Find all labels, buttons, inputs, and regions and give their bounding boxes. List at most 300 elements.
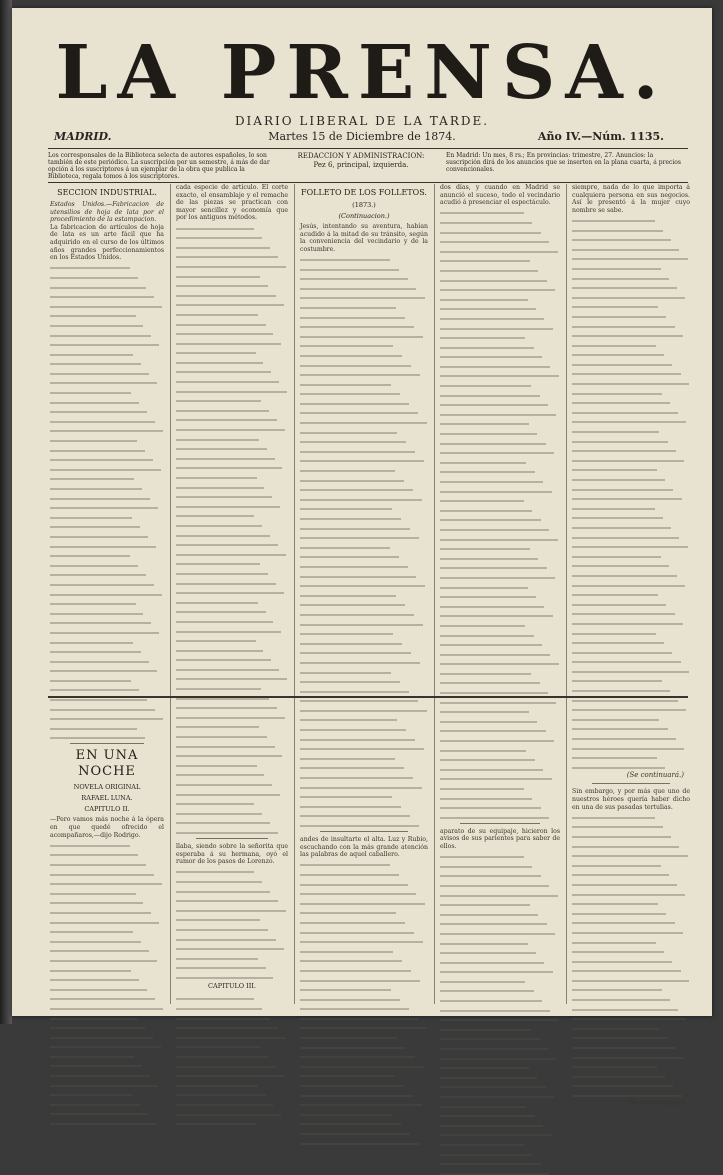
text-line: [440, 456, 526, 464]
text-line: [300, 618, 423, 626]
text-line: [300, 263, 399, 271]
text-line: [440, 495, 524, 503]
text-line: [440, 908, 538, 916]
text-line: [50, 878, 162, 886]
text-line: [50, 722, 137, 730]
text-line: [176, 943, 284, 951]
article-divider: [70, 743, 144, 744]
text-line: [440, 370, 559, 378]
text-line: [300, 916, 405, 924]
text-line: [300, 1118, 401, 1126]
text-line: [572, 869, 669, 877]
text-line: [176, 587, 284, 595]
text-line: [176, 232, 262, 240]
text-line: [572, 358, 672, 366]
article-body: [572, 214, 690, 768]
continuation-signature: (Se continuará.): [626, 770, 684, 779]
text-line: [176, 654, 271, 662]
text-line: [300, 369, 420, 377]
text-line: [300, 474, 404, 482]
text-line: [572, 1089, 682, 1097]
text-line: [50, 849, 138, 857]
text-line: [50, 386, 131, 394]
text-line: [440, 351, 542, 359]
text-line: [300, 436, 406, 444]
text-line: [440, 715, 537, 723]
issue-date: Martes 15 de Diciembre de 1874.: [268, 130, 456, 143]
text-line: [300, 647, 411, 655]
text-line: [300, 292, 425, 300]
text-line: [440, 985, 534, 993]
text-line: [440, 485, 552, 493]
text-line: [176, 241, 270, 249]
text-line: [440, 293, 528, 301]
newspaper-page: [12, 8, 712, 1107]
text-line: [50, 617, 151, 625]
text-line: [300, 560, 408, 568]
article-body: [440, 207, 560, 819]
text-line: [572, 1041, 676, 1049]
text-line: [440, 686, 548, 694]
text-line: [300, 311, 405, 319]
article-divider: [320, 831, 408, 832]
text-line: [572, 387, 662, 395]
text-line: [440, 1052, 556, 1060]
text-line: [50, 339, 159, 347]
text-line: [176, 270, 260, 278]
novel-genre: NOVELA ORIGINAL: [73, 783, 141, 792]
text-line: [176, 529, 270, 537]
text-line: [572, 464, 657, 472]
text-line: [300, 859, 390, 867]
text-line: [176, 663, 279, 671]
text-line: [300, 349, 402, 357]
text-line: [176, 1022, 278, 1030]
text-line: [440, 533, 558, 541]
text-line: [50, 396, 139, 404]
novel-text: —Pero vamos más noche á la ópera en que quedé ofrecido el acompañaros,—dijo Rodrigo.: [50, 816, 164, 839]
text-line: [440, 341, 534, 349]
novel-continued-text-5: Sin embargo, y por más que uno de nuestros héroes quería haber dicho en una de sus pasadas tertulias.: [572, 788, 690, 811]
text-line: [176, 539, 278, 547]
text-line: [300, 752, 395, 760]
text-line: [300, 1108, 392, 1116]
text-line: [440, 255, 530, 263]
text-line: [572, 1022, 659, 1030]
text-line: [572, 454, 684, 462]
text-line: [300, 1012, 418, 1020]
text-line: [300, 388, 400, 396]
text-line: [50, 262, 130, 270]
text-line: [176, 375, 279, 383]
text-line: [50, 868, 154, 876]
industrial-section-subheading: Estados Unidos.—Fabricacion de utensilios de hoja de lata por el procedimiento de la estampacion.: [50, 201, 164, 224]
text-line: [572, 512, 663, 520]
page-binding-edge: [0, 0, 12, 1024]
text-line: [572, 262, 661, 270]
issue-number: Año IV.—Núm. 1135.: [537, 130, 664, 143]
text-line: [50, 377, 157, 385]
text-line: [440, 581, 528, 589]
text-line: [572, 282, 677, 290]
text-line: [440, 851, 524, 859]
text-line: [440, 236, 549, 244]
text-line: [440, 523, 549, 531]
text-line: [300, 445, 415, 453]
text-line: [176, 462, 282, 470]
text-line: [176, 471, 257, 479]
text-line: [572, 1070, 665, 1078]
text-line: [176, 452, 275, 460]
text-line: [572, 521, 671, 529]
text-line: [50, 974, 139, 982]
text-line: [572, 732, 676, 740]
text-line: [300, 273, 408, 281]
text-line: [572, 811, 655, 819]
text-line: [572, 965, 681, 973]
text-line: [440, 899, 530, 907]
text-line: [300, 819, 419, 827]
text-line: [50, 732, 145, 740]
novel-continued-text-4: aparato de su equipaje, hicieron los avisos de sus parientes para saber de ellos.: [440, 827, 560, 850]
text-line: [440, 918, 547, 926]
text-line: [176, 1070, 284, 1078]
text-line: [572, 493, 682, 501]
text-line: [440, 956, 544, 964]
text-line: [176, 1118, 256, 1126]
text-line: [176, 567, 268, 575]
text-line: [176, 933, 276, 941]
text-line: [176, 817, 270, 825]
column-1: [50, 184, 164, 1004]
text-line: [176, 993, 254, 1001]
text-line: [50, 569, 146, 577]
text-line: [50, 502, 158, 510]
text-line: [300, 762, 404, 770]
text-line: [176, 366, 271, 374]
text-line: [440, 1004, 550, 1012]
text-line: [440, 734, 554, 742]
text-line: [50, 300, 162, 308]
text-line: [176, 385, 287, 393]
editorial-office: [286, 152, 436, 178]
text-line: [176, 750, 282, 758]
column-rule: [170, 184, 171, 1004]
text-line: [440, 245, 558, 253]
novel-body: [300, 859, 428, 1145]
column-3: [300, 184, 428, 1004]
text-line: [176, 423, 285, 431]
text-line: [176, 1089, 266, 1097]
text-line: [176, 875, 262, 883]
text-line: [440, 860, 532, 868]
text-line: [50, 684, 139, 692]
text-line: [50, 511, 132, 519]
text-line: [440, 1148, 532, 1156]
text-line: [50, 1060, 142, 1068]
text-line: [50, 559, 138, 567]
article-divider: [592, 783, 670, 784]
text-line: [300, 599, 405, 607]
text-line: [300, 551, 399, 559]
text-line: [572, 243, 679, 251]
text-line: [176, 519, 262, 527]
text-line: [176, 491, 272, 499]
text-line: [50, 367, 149, 375]
text-line: [300, 993, 400, 1001]
text-line: [300, 407, 418, 415]
novel-body: [176, 866, 288, 979]
text-line: [50, 540, 156, 548]
text-line: [50, 636, 133, 644]
text-line: [440, 1033, 540, 1041]
text-line: [300, 964, 411, 972]
text-line: [440, 792, 532, 800]
article-body: [176, 222, 288, 834]
text-line: [50, 578, 154, 586]
text-line: [50, 1079, 158, 1087]
text-line: [50, 415, 155, 423]
text-line: [440, 667, 531, 675]
industrial-section-heading: SECCION INDUSTRIAL.: [57, 188, 157, 197]
text-line: [300, 493, 422, 501]
text-line: [300, 359, 411, 367]
article-body: [50, 262, 164, 740]
text-line: [176, 673, 287, 681]
text-line: [300, 340, 393, 348]
text-line: [300, 800, 401, 808]
text-line: [50, 916, 159, 924]
text-line: [572, 637, 664, 645]
text-line: [50, 993, 155, 1001]
text-line: [50, 482, 142, 490]
text-line: [176, 644, 263, 652]
text-line: [572, 723, 668, 731]
text-line: [440, 504, 532, 512]
text-line: [572, 425, 659, 433]
text-line: [300, 455, 424, 463]
text-line: [300, 907, 396, 915]
text-line: [176, 914, 260, 922]
text-line: [300, 1003, 409, 1011]
text-line: [572, 684, 670, 692]
text-line: [176, 759, 257, 767]
text-line: [440, 427, 537, 435]
text-line: [440, 1158, 541, 1166]
article-divider: [196, 838, 268, 839]
text-line: [572, 541, 688, 549]
text-line: [50, 291, 154, 299]
text-line: [300, 666, 391, 674]
text-line: [440, 811, 549, 819]
text-line: [176, 404, 269, 412]
text-line: [572, 974, 689, 982]
text-line: [300, 685, 409, 693]
text-line: [50, 1041, 161, 1049]
novel-body: [440, 851, 560, 1175]
text-line: [300, 1137, 419, 1145]
text-line: [300, 608, 414, 616]
text-line: [440, 274, 547, 282]
text-line: [176, 596, 258, 604]
text-line: [440, 591, 536, 599]
text-line: [300, 771, 413, 779]
text-line: [300, 330, 423, 338]
text-line: [440, 966, 553, 974]
column-rule: [566, 184, 567, 1004]
text-line: [440, 543, 530, 551]
text-line: [50, 906, 151, 914]
text-line: [176, 280, 268, 288]
text-line: [176, 577, 276, 585]
text-line: [50, 1117, 156, 1125]
text-line: [50, 348, 133, 356]
text-line: [50, 310, 136, 318]
text-line: [572, 704, 686, 712]
text-line: [300, 1060, 424, 1068]
text-line: [440, 514, 541, 522]
text-line: [50, 588, 162, 596]
text-line: [300, 426, 397, 434]
text-line: [50, 1089, 132, 1097]
pamphlet-heading: FOLLETO DE LOS FOLLETOS.: [301, 188, 427, 197]
text-line: [176, 1041, 260, 1049]
header-rule: [48, 148, 688, 149]
text-line: [440, 322, 553, 330]
text-line: [440, 1110, 535, 1118]
text-line: [440, 658, 559, 666]
text-line: [50, 626, 159, 634]
text-line: [572, 742, 684, 750]
text-line: [176, 356, 263, 364]
text-line: [176, 443, 267, 451]
text-line: [440, 947, 536, 955]
text-line: [572, 310, 666, 318]
text-line: [50, 655, 149, 663]
text-line: [440, 303, 536, 311]
text-line: [440, 1081, 546, 1089]
text-line: [176, 952, 258, 960]
text-line: [572, 368, 681, 376]
text-line: [572, 598, 666, 606]
novel-continuation-signature: (Se continuará.): [626, 1099, 684, 1107]
text-line: [176, 481, 264, 489]
text-line: [176, 769, 264, 777]
text-line: [176, 923, 268, 931]
text-line: [300, 1022, 427, 1030]
text-line: [440, 937, 528, 945]
text-line: [440, 782, 524, 790]
text-line: [50, 1031, 153, 1039]
text-line: [176, 625, 281, 633]
text-line: [572, 416, 686, 424]
masthead-title: LA PRENSA.: [55, 30, 669, 116]
city-label: MADRID.: [54, 130, 112, 143]
text-line: [300, 1070, 395, 1078]
text-line: [50, 839, 130, 847]
text-line: [50, 454, 153, 462]
text-line: [300, 282, 416, 290]
text-line: [300, 714, 397, 722]
text-line: [440, 1071, 537, 1079]
office-address: Pez 6, principal, izquierda.: [313, 161, 409, 169]
text-line: [50, 463, 161, 471]
text-line: [50, 954, 157, 962]
text-line: [572, 946, 664, 954]
text-line: [572, 301, 658, 309]
text-line: [440, 648, 550, 656]
masthead-subtitle: DIARIO LIBERAL DE LA TARDE.: [234, 114, 490, 128]
text-line: [440, 360, 550, 368]
text-line: [176, 1031, 286, 1039]
text-line: [300, 704, 427, 712]
column-2: [176, 184, 288, 1004]
text-line: [440, 389, 540, 397]
text-line: [572, 435, 668, 443]
text-line: [176, 347, 256, 355]
text-line: [176, 510, 254, 518]
prices-note: En Madrid: Un mes, 8 rs.; En provincias: trimestre, 27. Anuncios: la suscripción dirá de los anuncios que se inserten en la plana cuarta, á precios convencionales.: [446, 152, 681, 173]
text-line: [50, 473, 134, 481]
text-line: [50, 358, 141, 366]
column-4: [440, 184, 560, 1004]
text-line: [440, 1138, 524, 1146]
text-line: [176, 826, 278, 834]
text-line: [300, 868, 399, 876]
text-line: [176, 962, 266, 970]
text-line: [50, 1012, 137, 1020]
text-line: [50, 530, 148, 538]
text-line: [176, 289, 276, 297]
text-line: [176, 395, 261, 403]
novel-body: [176, 993, 288, 1125]
text-line: [572, 397, 670, 405]
text-line: [440, 207, 524, 215]
text-line: [440, 1062, 529, 1070]
text-line: [50, 703, 155, 711]
text-line: [176, 682, 261, 690]
text-line: [572, 589, 658, 597]
office-title: REDACCION Y ADMINISTRACION:: [297, 152, 425, 160]
text-line: [440, 1090, 554, 1098]
text-line: [50, 1069, 150, 1077]
subscription-band: [48, 150, 688, 180]
text-line: [176, 788, 280, 796]
text-line: [50, 713, 163, 721]
text-line: [572, 850, 688, 858]
text-line: [176, 1098, 273, 1106]
text-line: [572, 1051, 684, 1059]
industrial-section-text: La fabricacion de artículos de hoja de lata es un arte fácil que ha adquirido en el curso de los últimos años grandes perfeccionamientos en los Estados Unidos.: [50, 223, 164, 262]
text-line: [300, 1089, 413, 1097]
text-line: [300, 897, 425, 905]
text-line: [300, 656, 420, 664]
text-line: [572, 936, 656, 944]
text-line: [50, 1002, 163, 1010]
text-line: [440, 773, 552, 781]
text-line: [50, 329, 151, 337]
text-line: [572, 898, 658, 906]
text-line: [300, 580, 425, 588]
text-line: [300, 589, 396, 597]
text-line: [300, 416, 427, 424]
column-rule: [434, 184, 435, 1004]
novel-title: EN UNA NOCHE: [75, 748, 139, 780]
text-line: [176, 222, 254, 230]
novel-continued-text-3: andes de insultarte el alta. Luz y Rubio, escuchando con la más grande atención las palabras de aquel caballero.: [300, 836, 428, 859]
text-line: [440, 332, 525, 340]
text-line: [176, 635, 256, 643]
